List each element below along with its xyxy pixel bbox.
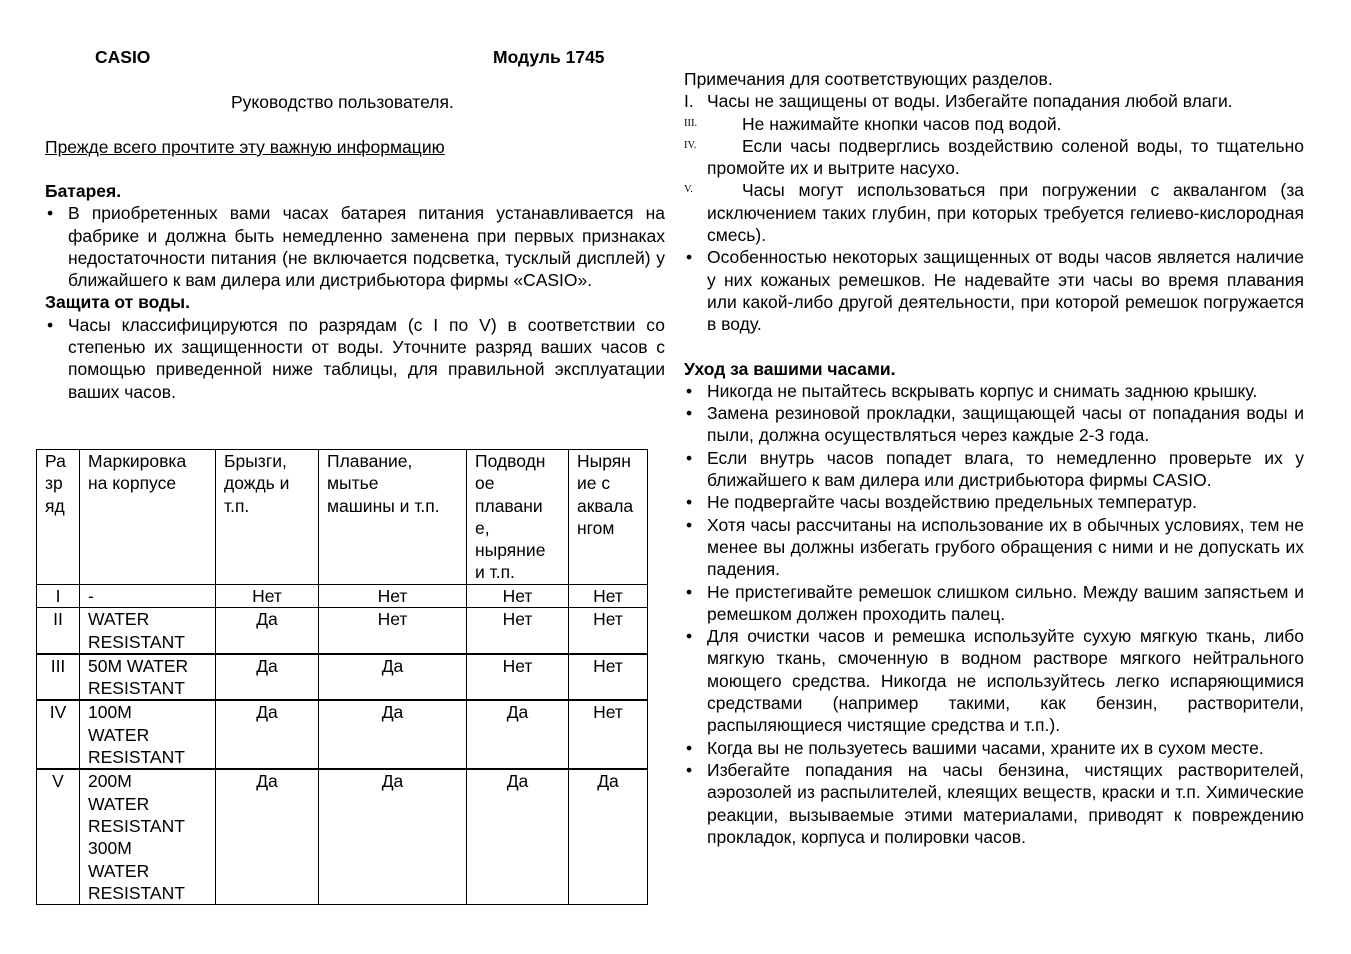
value-cell: Нет [467, 608, 569, 654]
class-cell: V [37, 769, 80, 904]
notes-bullet-list [684, 246, 1304, 335]
care-item: • Избегайте попадания на часы бензина, чистящих растворителей, аэрозолей из распылителей, клеящих веществ, краски и т.п. Химические реакции, вызываемые этими материалами, приводят к повреждению прокладок, корпуса и полировки часов. [684, 759, 1304, 848]
care-item: • Когда вы не пользуетесь вашими часами, храните их в сухом месте. [684, 737, 1304, 759]
value-cell: Нет [569, 585, 648, 608]
table-header-cell: Плавание, мытье машины и т.п. [319, 450, 467, 585]
table-header-cell: Нырян ие с аквала нгом [569, 450, 648, 585]
value-cell: Да [216, 654, 319, 701]
care-item: • Для очистки часов и ремешка используйте сухую мягкую ткань, либо мягкую ткань, смоченную в водном растворе мягкого нейтрального моющего средства. Никогда не используйтесь легко испаряющимися средствами (например такими, как бензин, растворители, распыляющиеся чистящие средства и т.п.). [684, 625, 1304, 736]
water-list [45, 314, 665, 403]
battery-list [45, 202, 665, 291]
table-header-row [37, 450, 648, 585]
table-header-cell: Подводн ое плавани е, ныряние и т.п. [467, 450, 569, 585]
value-cell: Нет [467, 585, 569, 608]
brand-name: CASIO [95, 47, 151, 67]
note-marker: III. [684, 117, 698, 129]
table-row [37, 769, 648, 904]
water-heading: Защита от воды. [45, 292, 190, 313]
care-item: • Никогда не пытайтесь вскрывать корпус и снимать заднюю крышку. [684, 380, 1304, 402]
marking-cell: 100M WATER RESISTANT [80, 700, 216, 769]
water-text: • Часы классифицируются по разрядам (с I по V) в соответствии со степенью их защищенности от воды. Уточните разряд ваших часов с помощью приведенной ниже таблицы, для правильной эксплуатации ваших часов. [45, 314, 665, 403]
table-header-cell: Брызги, дождь и т.п. [216, 450, 319, 585]
value-cell: Нет [216, 585, 319, 608]
value-cell: Да [319, 700, 467, 769]
value-cell: Нет [569, 608, 648, 654]
notes-title: Примечания для соответствующих разделов. [684, 69, 1053, 89]
value-cell: Нет [569, 654, 648, 701]
note-item [684, 90, 1304, 112]
battery-heading: Батарея. [45, 181, 122, 201]
care-heading: Уход за вашими часами. [684, 358, 896, 379]
note-item [684, 113, 1304, 135]
right-column [684, 68, 1304, 848]
table-row [37, 700, 648, 769]
notes-list [684, 90, 1304, 246]
marking-cell: 200M WATER RESISTANT 300M WATER RESISTANT [80, 769, 216, 904]
care-item: • Если внутрь часов попадет влага, то немедленно проверьте их у ближайшего к вам дилера или дистрибьютора фирмы CASIO. [684, 447, 1304, 492]
note-marker: IV. [684, 139, 697, 151]
care-item: • Замена резиновой прокладки, защищающей часы от попадания воды и пыли, должна осуществляться через каждые 2-3 года. [684, 402, 1304, 447]
value-cell: Нет [569, 700, 648, 769]
class-cell: I [37, 585, 80, 608]
note-text: Если часы подверглись воздействию соленой воды, то тщательно промойте их и вытрите насухо. [707, 135, 1304, 179]
table-row [37, 608, 648, 654]
note-item [684, 179, 1304, 246]
care-item: • Хотя часы рассчитаны на использование их в обычных условиях, тем не менее вы должны избегать грубого обращения с ними и не допускать их падения. [684, 514, 1304, 581]
care-item: • Не пристегивайте ремешок слишком сильно. Между вашим запястьем и ремешком должен проходить палец. [684, 581, 1304, 626]
guide-title: Руководство пользователя. [231, 92, 454, 112]
marking-cell: 50M WATER RESISTANT [80, 654, 216, 701]
marking-cell: - [80, 585, 216, 608]
class-cell: III [37, 654, 80, 701]
note-text: Не нажимайте кнопки часов под водой. [742, 113, 1062, 134]
important-info-heading: Прежде всего прочтите эту важную информацию [45, 137, 445, 157]
note-marker: I. [684, 91, 694, 112]
care-list [684, 380, 1304, 848]
table-row [37, 654, 648, 701]
table-header-cell: Ра зр яд [37, 450, 80, 585]
value-cell: Да [569, 769, 648, 904]
leather-strap-note: • Особенностью некоторых защищенных от воды часов является наличие у них кожаных ремешков. Не надевайте эти часы во время плавания или какой-либо другой деятельности, при которой ремешок погружается в воду. [684, 246, 1304, 335]
note-text: Часы могут использоваться при погружении с аквалангом (за исключением таких глубин, при которых требуется гелиево-кислородная смесь). [707, 180, 1304, 246]
class-cell: II [37, 608, 80, 654]
marking-cell: WATER RESISTANT [80, 608, 216, 654]
note-item [684, 135, 1304, 180]
value-cell: Да [216, 608, 319, 654]
value-cell: Да [216, 769, 319, 904]
value-cell: Нет [467, 654, 569, 701]
left-column [45, 180, 665, 403]
class-cell: IV [37, 700, 80, 769]
water-resistance-table [36, 449, 648, 905]
module-number: Модуль 1745 [493, 47, 605, 67]
note-marker: V. [684, 184, 693, 196]
value-cell: Да [467, 769, 569, 904]
value-cell: Да [319, 654, 467, 701]
table-header-cell: Маркировка на корпусе [80, 450, 216, 585]
value-cell: Да [216, 700, 319, 769]
table-row [37, 585, 648, 608]
value-cell: Да [467, 700, 569, 769]
value-cell: Нет [319, 585, 467, 608]
value-cell: Нет [319, 608, 467, 654]
battery-text: • В приобретенных вами часах батарея питания устанавливается на фабрике и должна быть немедленно заменена при первых признаках недостаточности питания (не включается подсветка, тусклый дисплей) у ближайшего к вам дилера или дистрибьютора фирмы «CASIO». [45, 202, 665, 291]
note-text: Часы не защищены от воды. Избегайте попадания любой влаги. [707, 91, 1233, 112]
value-cell: Да [319, 769, 467, 904]
care-item: • Не подвергайте часы воздействию предельных температур. [684, 491, 1304, 513]
